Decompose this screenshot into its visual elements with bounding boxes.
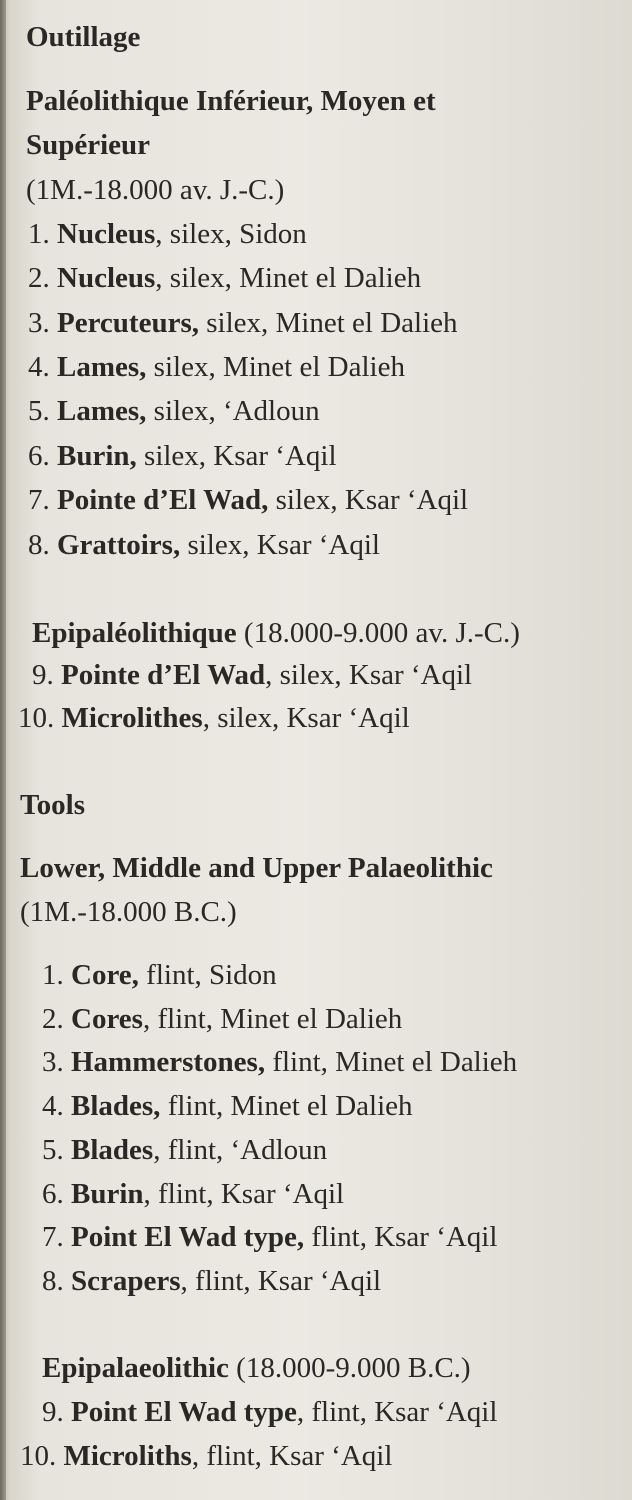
english-list-item	[42, 1089, 413, 1123]
french-period-dates: (1M.-18.000 av. J.-C.)	[26, 174, 285, 206]
item-detail: , flint, Ksar ‘Aqil	[191, 1440, 393, 1472]
item-number: 10.	[18, 702, 55, 734]
item-detail: , silex, Ksar ‘Aqil	[265, 659, 473, 691]
english-period-title: Lower, Middle and Upper Palaeolithic	[20, 852, 493, 884]
french-list-item	[28, 394, 320, 428]
item-number: 4.	[42, 1090, 64, 1122]
item-number: 6.	[42, 1178, 64, 1210]
english-list-item	[42, 958, 277, 992]
english-list-item	[20, 1439, 392, 1473]
item-name: Grattoirs,	[57, 529, 181, 561]
item-number: 3.	[42, 1046, 64, 1078]
item-number: 2.	[28, 262, 50, 294]
item-detail: , flint, Ksar ‘Aqil	[143, 1178, 345, 1210]
item-number: 1.	[28, 218, 50, 250]
item-name: Point El Wad type,	[71, 1221, 305, 1253]
item-number: 8.	[28, 529, 50, 561]
item-detail: , flint, Ksar ‘Aqil	[180, 1265, 382, 1297]
item-detail: , flint, Minet el Dalieh	[142, 1003, 403, 1035]
item-name: Percuteurs,	[57, 307, 199, 339]
english-list-item	[42, 1002, 402, 1036]
english-list-item	[42, 1177, 344, 1211]
item-name: Microlithes	[61, 702, 203, 734]
english-period-dates: (1M.-18.000 B.C.)	[20, 896, 237, 928]
english-list-item	[42, 1264, 381, 1298]
item-detail: silex, Ksar ‘Aqil	[268, 484, 469, 516]
epi-dates: (18.000-9.000 av. J.-C.)	[236, 617, 520, 649]
item-name: Core,	[71, 959, 139, 991]
epi-dates: (18.000-9.000 B.C.)	[228, 1352, 471, 1384]
french-list-item	[32, 658, 472, 692]
item-name: Lames,	[57, 351, 147, 383]
french-list-item	[28, 217, 307, 251]
french-list-item	[28, 528, 380, 562]
item-number: 7.	[42, 1221, 64, 1253]
item-detail: flint, Sidon	[138, 959, 277, 991]
epi-title: Epipaléolithique	[32, 617, 237, 649]
item-detail: silex, ‘Adloun	[146, 395, 320, 427]
french-period-title-line2: Supérieur	[26, 129, 151, 161]
item-detail: flint, Minet el Dalieh	[265, 1046, 518, 1078]
item-number: 9.	[42, 1396, 64, 1428]
french-list-item	[18, 701, 410, 735]
item-name: Nucleus	[57, 218, 156, 250]
french-list-item	[28, 439, 337, 473]
item-detail: , flint, ‘Adloun	[153, 1134, 328, 1166]
item-detail: , silex, Minet el Dalieh	[155, 262, 422, 294]
english-heading: Tools	[20, 789, 86, 821]
item-number: 10.	[20, 1440, 57, 1472]
item-detail: silex, Ksar ‘Aqil	[136, 440, 337, 472]
item-number: 4.	[28, 351, 50, 383]
english-list-item	[42, 1133, 327, 1167]
item-detail: silex, Ksar ‘Aqil	[180, 529, 380, 561]
item-number: 1.	[42, 959, 64, 991]
item-name: Nucleus	[57, 262, 156, 294]
item-name: Hammerstones,	[71, 1046, 266, 1078]
item-name: Cores	[71, 1003, 143, 1035]
item-number: 7.	[28, 484, 50, 516]
french-list-item	[28, 483, 468, 517]
item-detail: , silex, Ksar ‘Aqil	[202, 702, 410, 734]
french-heading: Outillage	[26, 21, 141, 53]
item-name: Pointe d’El Wad	[61, 659, 266, 691]
item-name: Burin,	[57, 440, 137, 472]
item-name: Burin	[71, 1178, 144, 1210]
french-period-title-line1: Paléolithique Inférieur, Moyen et	[26, 85, 436, 117]
item-number: 8.	[42, 1265, 64, 1297]
item-name: Blades,	[71, 1090, 161, 1122]
item-detail: , silex, Sidon	[155, 218, 307, 250]
item-detail: silex, Minet el Dalieh	[199, 307, 458, 339]
item-name: Point El Wad type	[71, 1396, 297, 1428]
item-number: 2.	[42, 1003, 64, 1035]
english-list-item	[42, 1045, 517, 1079]
item-number: 6.	[28, 440, 50, 472]
epi-title: Epipalaeolithic	[42, 1352, 229, 1384]
item-name: Pointe d’El Wad,	[57, 484, 269, 516]
item-detail: , flint, Ksar ‘Aqil	[296, 1396, 498, 1428]
french-list-item	[28, 306, 458, 340]
french-list-item	[28, 261, 421, 295]
item-number: 5.	[42, 1134, 64, 1166]
item-name: Scrapers	[71, 1265, 181, 1297]
french-list-item	[28, 350, 405, 384]
item-detail: flint, Minet el Dalieh	[160, 1090, 413, 1122]
item-name: Lames,	[57, 395, 147, 427]
item-detail: silex, Minet el Dalieh	[146, 351, 405, 383]
item-number: 3.	[28, 307, 50, 339]
english-list-item	[42, 1220, 497, 1254]
item-name: Microliths	[63, 1440, 192, 1472]
english-epi-heading	[42, 1351, 471, 1385]
item-number: 9.	[32, 659, 54, 691]
item-name: Blades	[71, 1134, 154, 1166]
english-list-item	[42, 1395, 497, 1429]
item-detail: flint, Ksar ‘Aqil	[304, 1221, 498, 1253]
item-number: 5.	[28, 395, 50, 427]
french-epi-heading	[32, 616, 520, 650]
